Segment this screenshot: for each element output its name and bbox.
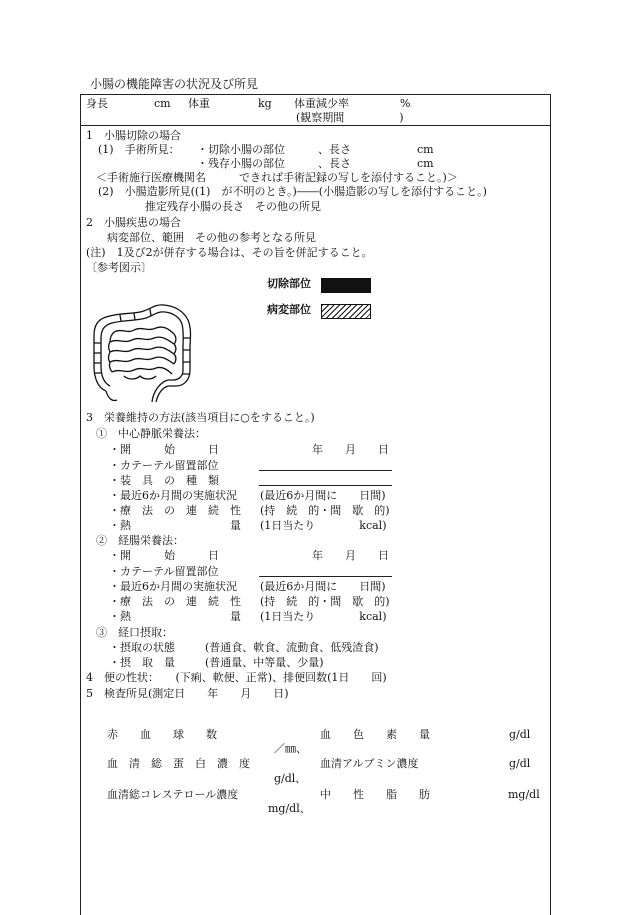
tpn-start-date-label: ・開 始 日	[109, 443, 219, 456]
tp-unit: g/dl、	[274, 772, 307, 785]
tpn-catheter-label: ・カテーテル留置部位	[109, 459, 219, 472]
legend-lesion-swatch	[321, 304, 371, 319]
tpn-recent-label: ・最近6か月間の実施状況	[109, 489, 237, 502]
sec4-stool: 4 便の性状： (下痢、軟便、正常)、排便回数(1日 回)	[86, 671, 387, 684]
tg-label: 中 性 脂 肪	[320, 788, 430, 801]
alb-label: 血清アルブミン濃度	[320, 757, 419, 770]
enteral-catheter-field[interactable]	[259, 564, 392, 577]
page-title: 小腸の機能障害の状況及び所見	[90, 77, 259, 91]
sec1-title: 1 小腸切除の場合	[86, 129, 181, 142]
remaining-length-label: 、長さ	[318, 157, 351, 170]
enteral-continuity-label: ・療 法 の 連 続 性	[109, 595, 241, 608]
tpn-start-date-value: 年 月 日	[312, 443, 389, 456]
tg-unit: mg/dl	[508, 788, 540, 801]
estimated-length: 推定残存小腸の長さ その他の所見	[145, 200, 321, 213]
observation-period: (観察期間 )	[296, 111, 404, 124]
resected-length-label: 、長さ	[318, 143, 351, 156]
weight-unit: kg	[258, 97, 272, 110]
rbc-label: 赤 血 球 数	[107, 728, 217, 741]
height-label: 身長	[86, 97, 108, 110]
legend-resection-label: 切除部位	[267, 277, 311, 290]
reference-figure-label: 〔参考図示〕	[86, 261, 152, 274]
enteral-start-date-label: ・開 始 日	[109, 549, 219, 562]
tpn-continuity-value: (持 続 的・間 歇 的)	[260, 504, 390, 517]
tp-label: 血 清 総 蛋 白 濃 度	[107, 757, 250, 770]
remaining-part-label: ・残存小腸の部位	[197, 157, 285, 170]
tpn-catheter-field[interactable]	[259, 458, 392, 471]
chol-unit: mg/dl、	[268, 802, 311, 815]
hospital-note: ＜手術施行医療機関名 できれば手術記録の写しを添付すること。)＞	[96, 171, 458, 184]
tpn-recent-value: (最近6か月間に 日間)	[260, 489, 386, 502]
enteral-title: ② 経腸栄養法：	[96, 534, 184, 547]
tpn-title: ① 中心静脈栄養法：	[96, 427, 206, 440]
resected-part-label: ・切除小腸の部位	[197, 143, 285, 156]
legend-lesion-label: 病変部位	[267, 303, 311, 316]
header-divider	[80, 125, 550, 126]
rbc-unit: ／㎜、	[274, 742, 307, 755]
weight-label: 体重	[188, 97, 210, 110]
oral-state-value: (普通食、軟食、流動食、低残渣食)	[205, 641, 379, 654]
coexist-note: (注) 1及び2が併存する場合は、その旨を併記すること。	[86, 246, 373, 259]
tpn-calories-value: (1日当たり kcal)	[260, 519, 387, 532]
tpn-continuity-label: ・療 法 の 連 続 性	[109, 504, 241, 517]
enteral-calories-value: (1日当たり kcal)	[260, 610, 387, 623]
enteral-calories-label: ・熱 量	[109, 610, 241, 623]
enteral-recent-value: (最近6か月間に 日間)	[260, 580, 386, 593]
enteral-continuity-value: (持 続 的・間 歇 的)	[260, 595, 390, 608]
remaining-cm: cm	[417, 157, 434, 170]
enteral-start-date-value: 年 月 日	[312, 549, 389, 562]
hb-label: 血 色 素 量	[320, 728, 430, 741]
surgical-findings-label: (1) 手術所見：	[98, 143, 180, 156]
weight-loss-label: 体重減少率	[294, 97, 349, 110]
intestine-diagram	[84, 288, 204, 408]
contrast-findings: (2) 小腸造影所見((1) が不明のとき。)――(小腸造影の写しを添付すること。)	[98, 185, 487, 198]
hb-unit: g/dl	[509, 728, 531, 741]
sec5-title: 5 検査所見(測定日 年 月 日)	[86, 687, 289, 700]
height-unit: cm	[154, 97, 171, 110]
oral-state-label: ・摂取の状態	[109, 641, 175, 654]
alb-unit: g/dl	[509, 757, 531, 770]
tpn-calories-label: ・熱 量	[109, 519, 241, 532]
resected-cm: cm	[417, 143, 434, 156]
weight-loss-unit: %	[400, 97, 411, 110]
oral-amount-value: (普通量、中等量、少量)	[205, 656, 324, 669]
sec3-title: 3 栄養維持の方法(該当項目に○をすること。)	[86, 411, 315, 424]
tpn-device-field[interactable]	[259, 473, 392, 486]
tpn-device-label: ・装 具 の 種 類	[109, 474, 219, 487]
lesion-line: 病変部位、範囲 その他の参考となる所見	[107, 231, 316, 244]
oral-amount-label: ・摂 取 量	[109, 656, 175, 669]
sec2-title: 2 小腸疾患の場合	[86, 216, 181, 229]
enteral-recent-label: ・最近6か月間の実施状況	[109, 580, 237, 593]
chol-label: 血清総コレステロール濃度	[107, 788, 239, 801]
legend-resection-swatch	[321, 278, 371, 293]
enteral-catheter-label: ・カテーテル留置部位	[109, 565, 219, 578]
oral-title: ③ 経口摂取：	[96, 626, 173, 639]
